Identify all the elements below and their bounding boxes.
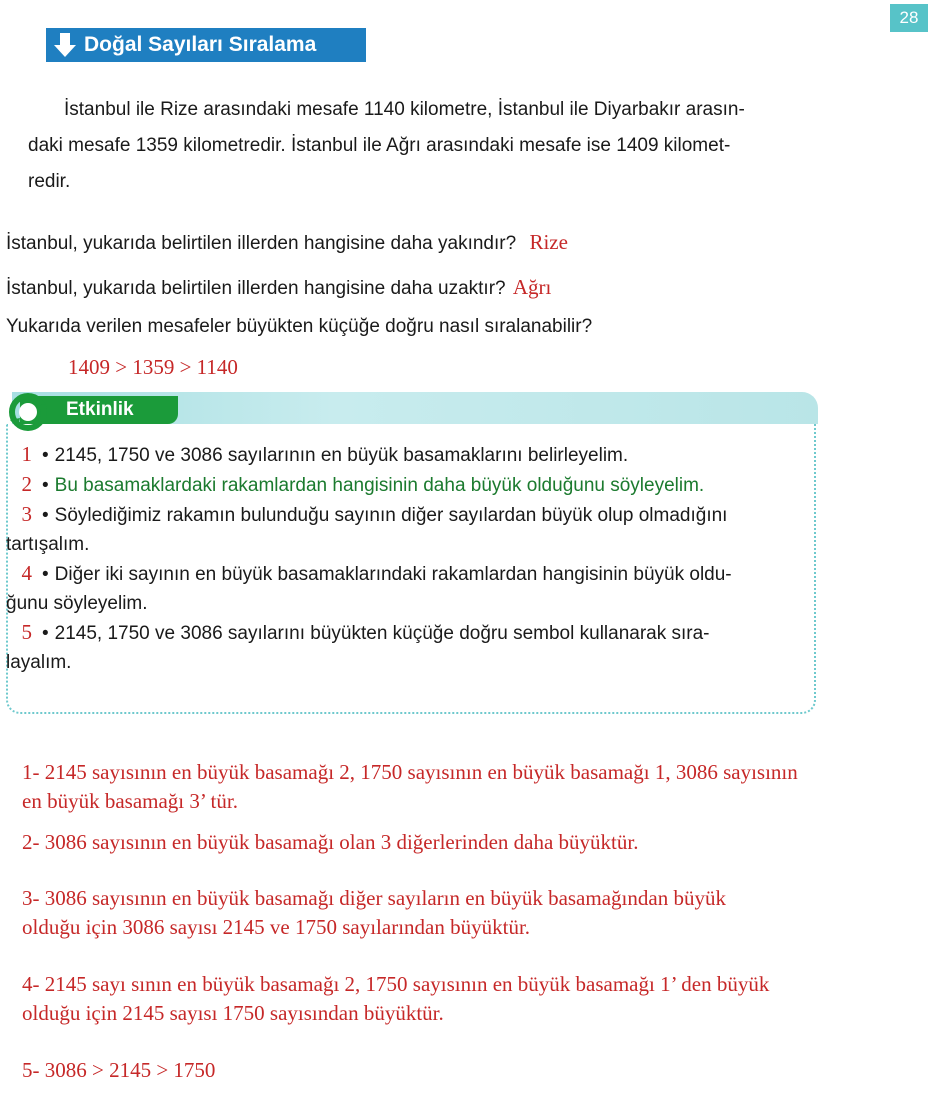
section-title-text: Doğal Sayıları Sıralama [84, 33, 317, 56]
solution-line: olduğu için 2145 sayısı 1750 sayısından büyüktür. [22, 1001, 444, 1025]
page-number: 28 [890, 4, 928, 32]
solution-1 [22, 758, 928, 816]
question-2 [6, 275, 551, 300]
handwritten-number: 1 [21, 442, 32, 466]
solution-line: 4- 2145 sayı sının en büyük basamağı 2, 1750 sayısının en büyük basamağı 1’ den büyük [22, 972, 770, 996]
intro-line: daki mesafe 1359 kilometredir. İstanbul ile Ağrı arasındaki mesafe ise 1409 kilomet- [28, 135, 731, 156]
intro-paragraph [28, 92, 828, 200]
question-1 [6, 230, 568, 255]
solution-line: en büyük basamağı 3’ tür. [22, 789, 238, 813]
list-item: 2 • Bu basamaklardaki rakamlardan hangisinin daha büyük olduğunu söyleyelim. [6, 470, 810, 500]
handwritten-number: 2 [21, 472, 32, 496]
list-item-text: Diğer iki sayının en büyük basamaklarındaki rakamlardan hangisinin büyük oldu- [54, 564, 732, 585]
handwritten-answer: Ağrı [512, 275, 552, 299]
intro-line: İstanbul ile Rize arasındaki mesafe 1140 kilometre, İstanbul ile Diyarbakır arasın- [64, 99, 745, 120]
arrow-down-icon [52, 31, 78, 59]
solution-line: 2- 3086 sayısının en büyük basamağı olan 3 diğerlerinden daha büyüktür. [22, 830, 639, 854]
handwritten-number: 3 [21, 502, 32, 526]
solution-5 [22, 1056, 928, 1085]
solution-3 [22, 884, 928, 942]
question-3 [6, 316, 592, 338]
handwritten-number: 4 [21, 561, 32, 585]
list-item: 5 • 2145, 1750 ve 3086 sayılarını büyükten küçüğe doğru sembol kullanarak sıra- layalım. [6, 618, 810, 677]
question-text: İstanbul, yukarıda belirtilen illerden hangisine daha yakındır? [6, 233, 517, 254]
solution-line: olduğu için 3086 sayısı 2145 ve 1750 sayılarından büyüktür. [22, 915, 531, 939]
list-item-text: layalım. [6, 652, 72, 673]
list-item-text: tartışalım. [6, 534, 90, 555]
list-item-text: ğunu söyleyelim. [6, 593, 148, 614]
list-item: 4 • Diğer iki sayının en büyük basamaklarındaki rakamlardan hangisinin büyük oldu- ğunu söyleyelim. [6, 559, 810, 618]
list-item-text: Söylediğimiz rakamın bulunduğu sayının diğer sayılardan büyük olup olmadığını [54, 505, 728, 526]
solution-4 [22, 970, 928, 1028]
solution-2 [22, 828, 928, 857]
list-item-text: 2145, 1750 ve 3086 sayılarını büyükten küçüğe doğru sembol kullanarak sıra- [54, 623, 710, 644]
handwritten-number: 5 [21, 620, 32, 644]
list-item: 3 • Söylediğimiz rakamın bulunduğu sayının diğer sayılardan büyük olup olmadığını tartışalım. [6, 500, 810, 559]
question-text: Yukarıda verilen mesafeler büyükten küçüğe doğru nasıl sıralanabilir? [6, 316, 593, 337]
activity-label: Etkinlik [20, 396, 178, 424]
question-text: İstanbul, yukarıda belirtilen illerden hangisine daha uzaktır? [6, 278, 506, 299]
solution-line: 5- 3086 > 2145 > 1750 [22, 1058, 216, 1082]
handwritten-answer: Rize [529, 230, 568, 254]
list-item-text: Bu basamaklardaki rakamlardan hangisinin daha büyük olduğunu söyleyelim. [54, 475, 705, 496]
activity-list [6, 440, 810, 677]
handwritten-answer: 1409 > 1359 > 1140 [68, 355, 238, 379]
intro-line: redir. [28, 171, 71, 192]
list-item-text: 2145, 1750 ve 3086 sayılarının en büyük basamaklarını belirleyelim. [54, 445, 629, 466]
solution-line: 1- 2145 sayısının en büyük basamağı 2, 1750 sayısının en büyük basamağı 1, 3086 sayısının [22, 760, 798, 784]
list-item: 1 • 2145, 1750 ve 3086 sayılarının en büyük basamaklarını belirleyelim. [6, 440, 810, 470]
solution-line: 3- 3086 sayısının en büyük basamağı diğer sayıların en büyük basamağından büyük [22, 886, 726, 910]
section-title [46, 28, 366, 62]
